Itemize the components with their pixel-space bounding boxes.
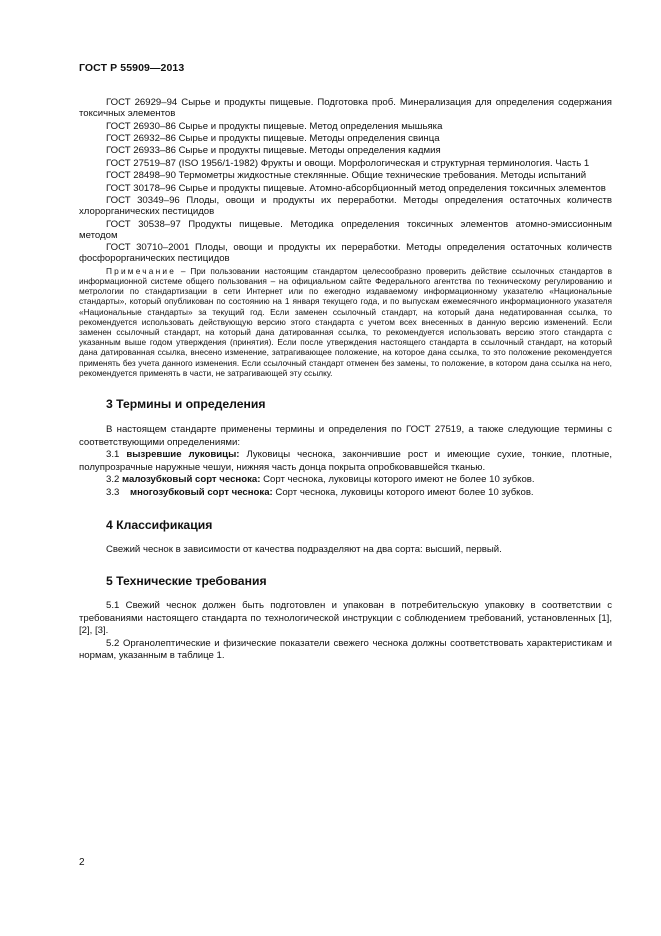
reference-item: ГОСТ 28498–90 Термометры жидкостные стеклянные. Общие технические требования. Методы испытаний [106,170,587,182]
term-definition: Сорт чеснока, луковицы которого имеют не более 10 зубков. [263,474,535,486]
page-number: 2 [79,857,85,868]
reference-item: ГОСТ 30538–97 Продукты пищевые. Методика определения токсичных элементов атомно-эмиссионным методом [79,218,612,241]
reference-item: ГОСТ 26933–86 Сырье и продукты пищевые. Методы определения кадмия [106,145,441,157]
document-header: ГОСТ Р 55909—2013 [79,62,185,74]
reference-item: ГОСТ 26929–94 Сырье и продукты пищевые. Подготовка проб. Минерализация для определения содержания токсичных элементов [79,97,612,120]
section-4-body [79,544,612,557]
section-5-paragraph-2: 5.2 Органолептические и физические показатели свежего чеснока должны соответствовать характеристикам и нормам, указанным в таблице 1. [79,637,612,662]
section-3-intro: В настоящем стандарте применены термины и определения по ГОСТ 27519, а также следующие термины с соответствующими определениями: [79,423,612,448]
reference-item: ГОСТ 26930–86 Сырье и продукты пищевые. Метод определения мышьяка [106,120,443,132]
term-definition: Луковицы чеснока, закончившие рост и имеющие сухие, тонкие, плотные, полупрозрачные наружные чешуи, нижняя часть донца покрыта опробковавшейся тканью. [79,449,613,473]
reference-item: ГОСТ 30178–96 Сырье и продукты пищевые. Атомно-абсорбционный метод определения токсичных элементов [106,182,606,194]
term-definition: Сорт чеснока, луковицы которого имеют более 10 зубков. [275,486,534,498]
section-5-body [79,600,612,663]
section-5-paragraph-1: 5.1 Свежий чеснок должен быть подготовлен и упакован в потребительскую упаковку в соответствии с требованиями настоящего стандарта по технологической инструкции с соблюдением требований, установленных [1], [2], [3]. [79,600,612,637]
note-text: – При пользовании настоящим стандартом целесообразно проверить действие ссылочных стандартов в информационной системе общего пользования – на официальном сайте Федерального агентства по техническому регулированию и метрологии по стандартизации в сети Интернет или по ежегодно издаваемому информационному указателю «Национальные стандарты», который опубликован по состоянию на 1 января текущего года, и по выпускам ежемесячного информационного указателя «Национальные стандарты» за текущий год. Если заменен ссылочный стандарт, на который дана недатированная ссылка, то рекомендуется использовать действующую версию этого стандарта с учетом всех внесенных в данную версию изменений. Если заменен ссылочный стандарт, на который дана датированная ссылка, то рекомендуется использовать версию этого стандарта с указанным выше годом утверждения (принятия). Если после утверждения настоящего стандарта в ссылочный стандарт, на который дана датированная ссылка, внесено изменение, затрагивающее положение, на которое дана ссылка, то это положение рекомендуется применять без учета данного изменения. Если ссылочный стандарт отменен без замены, то положение, в котором дана ссылка на него, рекомендуется применять в части, не затрагивающей эту ссылку. [79,265,612,378]
references-note [79,266,612,378]
term-3-3: 3.3 многозубковый сорт чеснока: Сорт чеснока, луковицы которого имеют более 10 зубков. [106,486,534,498]
normative-references-list [79,97,612,265]
reference-item: ГОСТ 30710–2001 Плоды, овощи и продукты их переработки. Методы определения остаточных количеств фосфорорганических пестицидов [79,242,612,265]
section-5-title: 5 Технические требования [106,574,267,589]
document-body [79,97,612,663]
term-name: многозубковый сорт чеснока: [130,486,273,498]
note-label: Примечание [106,265,177,276]
section-3-body [79,424,612,500]
term-name: вызревшие луковицы: [126,449,240,461]
reference-item: ГОСТ 26932–86 Сырье и продукты пищевые. Методы определения свинца [106,132,440,144]
section-4-text: Свежий чеснок в зависимости от качества подразделяют на два сорта: высший, первый. [106,543,502,555]
term-name: малозубковый сорт чеснока: [122,474,261,486]
term-3-2: 3.2 малозубковый сорт чеснока: Сорт чеснока, луковицы которого имеют не более 10 зубков. [106,474,535,486]
section-3-title: 3 Термины и определения [106,396,266,411]
reference-item: ГОСТ 30349–96 Плоды, овощи и продукты их переработки. Методы определения остаточных количеств хлорорганических пестицидов [79,194,612,218]
section-4-title: 4 Классификация [106,517,213,532]
reference-item: ГОСТ 27519–87 (ISO 1956/1-1982) Фрукты и овощи. Морфологическая и структурная терминология. Часть 1 [106,157,590,169]
term-3-1: 3.1 вызревшие луковицы: Луковицы чеснока, закончившие рост и имеющие сухие, тонкие, плотные, полупрозрачные наружные чешуи, нижняя часть донца покрыта опробковавшейся тканью. [79,449,613,473]
